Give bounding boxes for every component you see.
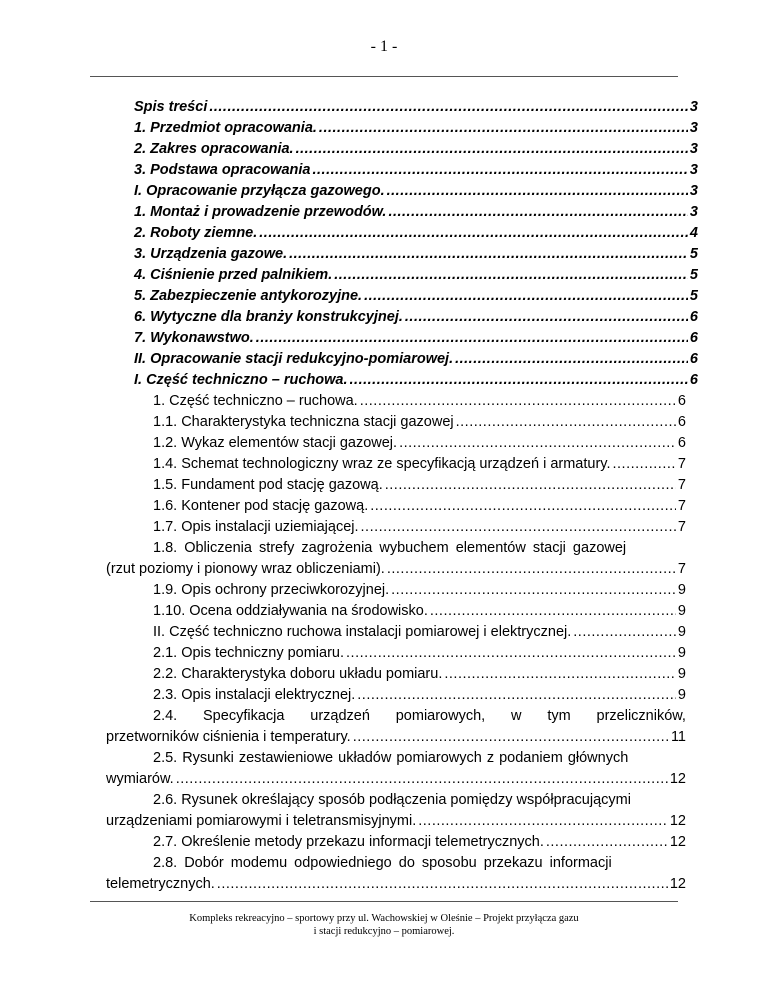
toc-entry[interactable]: 2.7. Określenie metody przekazu informacji telemetrycznych. ..... 12 <box>153 831 686 853</box>
toc-entry[interactable]: 1.9. Opis ochrony przeciwkorozyjnej. ..... 9 <box>153 579 686 601</box>
toc-entry[interactable]: II. Część techniczno ruchowa instalacji pomiarowej i elektrycznej. ..... 9 <box>153 621 686 643</box>
toc-entry[interactable]: 6. Wytyczne dla branży konstrukcyjnej. ..... 6 <box>134 306 698 328</box>
toc-entry[interactable]: 2. Roboty ziemne. ..... 4 <box>134 222 698 244</box>
toc-entry[interactable]: 3. Podstawa opracowania ..... 3 <box>134 159 698 181</box>
toc-entry[interactable]: 1. Przedmiot opracowania. ..... 3 <box>134 117 698 139</box>
toc-entry-line[interactable]: 2.8. Dobór modemu odpowiedniego do sposobu przekazu informacji <box>153 855 612 871</box>
toc-entry[interactable]: 2.1. Opis techniczny pomiaru. ..... 9 <box>153 642 686 664</box>
toc-entry[interactable]: 1.10. Ocena oddziaływania na środowisko. ..... 9 <box>153 600 686 622</box>
toc-entry[interactable]: 1. Część techniczno – ruchowa. ..... 6 <box>153 390 686 412</box>
toc-entry[interactable]: 1.7. Opis instalacji uziemiającej. ..... 7 <box>153 516 686 538</box>
toc-entry[interactable]: urządzeniami pomiarowymi i teletransmisyjnymi. ..... 12 <box>106 810 686 832</box>
toc-entry[interactable]: wymiarów. ..... 12 <box>106 768 686 790</box>
toc-entry[interactable]: I. Część techniczno – ruchowa. ..... 6 <box>134 369 698 391</box>
toc-entry[interactable]: 7. Wykonawstwo. ..... 6 <box>134 327 698 349</box>
toc-entry[interactable]: 1.4. Schemat technologiczny wraz ze specyfikacją urządzeń i armatury. ..... 7 <box>153 453 686 475</box>
toc-entry[interactable]: 1.1. Charakterystyka techniczna stacji gazowej ..... 6 <box>153 411 686 433</box>
page-footer <box>0 912 768 938</box>
toc-entry[interactable]: I. Opracowanie przyłącza gazowego. ..... 3 <box>134 180 698 202</box>
toc-entry-line[interactable]: 2.5. Rysunki zestawieniowe układów pomiarowych z podaniem głównych <box>153 750 629 766</box>
toc-entry-line[interactable] <box>153 537 686 559</box>
toc-entry[interactable]: 2.3. Opis instalacji elektrycznej. ..... 9 <box>153 684 686 706</box>
toc-entry[interactable]: 1.2. Wykaz elementów stacji gazowej. ..... 6 <box>153 432 686 454</box>
footer-line-2: i stacji redukcyjno – pomiarowej. <box>313 926 455 937</box>
toc-entry[interactable]: przetworników ciśnienia i temperatury. ..... 11 <box>106 726 686 748</box>
header-divider <box>90 76 678 77</box>
footer-divider <box>90 901 678 902</box>
toc-entry-line[interactable]: 2.4. Specyfikacja urządzeń pomiarowych, w tym przeliczników, <box>153 708 686 724</box>
toc-entry[interactable]: telemetrycznych. ..... 12 <box>106 873 686 895</box>
toc-entry[interactable]: 1.6. Kontener pod stację gazową. ..... 7 <box>153 495 686 517</box>
toc-entry[interactable]: 2. Zakres opracowania. ..... 3 <box>134 138 698 160</box>
toc-entry[interactable]: (rzut poziomy i pionowy wraz obliczeniami). ..... 7 <box>106 558 686 580</box>
footer-line-1: Kompleks rekreacyjno – sportowy przy ul. Wachowskiej w Oleśnie – Projekt przyłącza gazu <box>189 913 579 924</box>
toc-entry[interactable]: 1.5. Fundament pod stację gazową. ..... 7 <box>153 474 686 496</box>
toc-entry[interactable]: 4. Ciśnienie przed palnikiem. ..... 5 <box>134 264 698 286</box>
toc-entry[interactable]: 3. Urządzenia gazowe. ..... 5 <box>134 243 698 265</box>
toc-entry-label: 1.8. Obliczenia strefy zagrożenia wybuchem elementów stacji gazowej <box>153 540 627 556</box>
toc-entry[interactable]: Spis treści ..... 3 <box>134 96 698 118</box>
page-number: - 1 - <box>370 38 398 55</box>
toc-entry-line[interactable]: 2.6. Rysunek określający sposób podłączenia pomiędzy współpracującymi <box>153 792 631 808</box>
toc-entry[interactable]: 2.2. Charakterystyka doboru układu pomiaru. ..... 9 <box>153 663 686 685</box>
toc-entry[interactable]: II. Opracowanie stacji redukcyjno-pomiarowej. ..... 6 <box>134 348 698 370</box>
toc-entry[interactable]: 5. Zabezpieczenie antykorozyjne. ..... 5 <box>134 285 698 307</box>
toc-entry[interactable]: 1. Montaż i prowadzenie przewodów. ..... 3 <box>134 201 698 223</box>
